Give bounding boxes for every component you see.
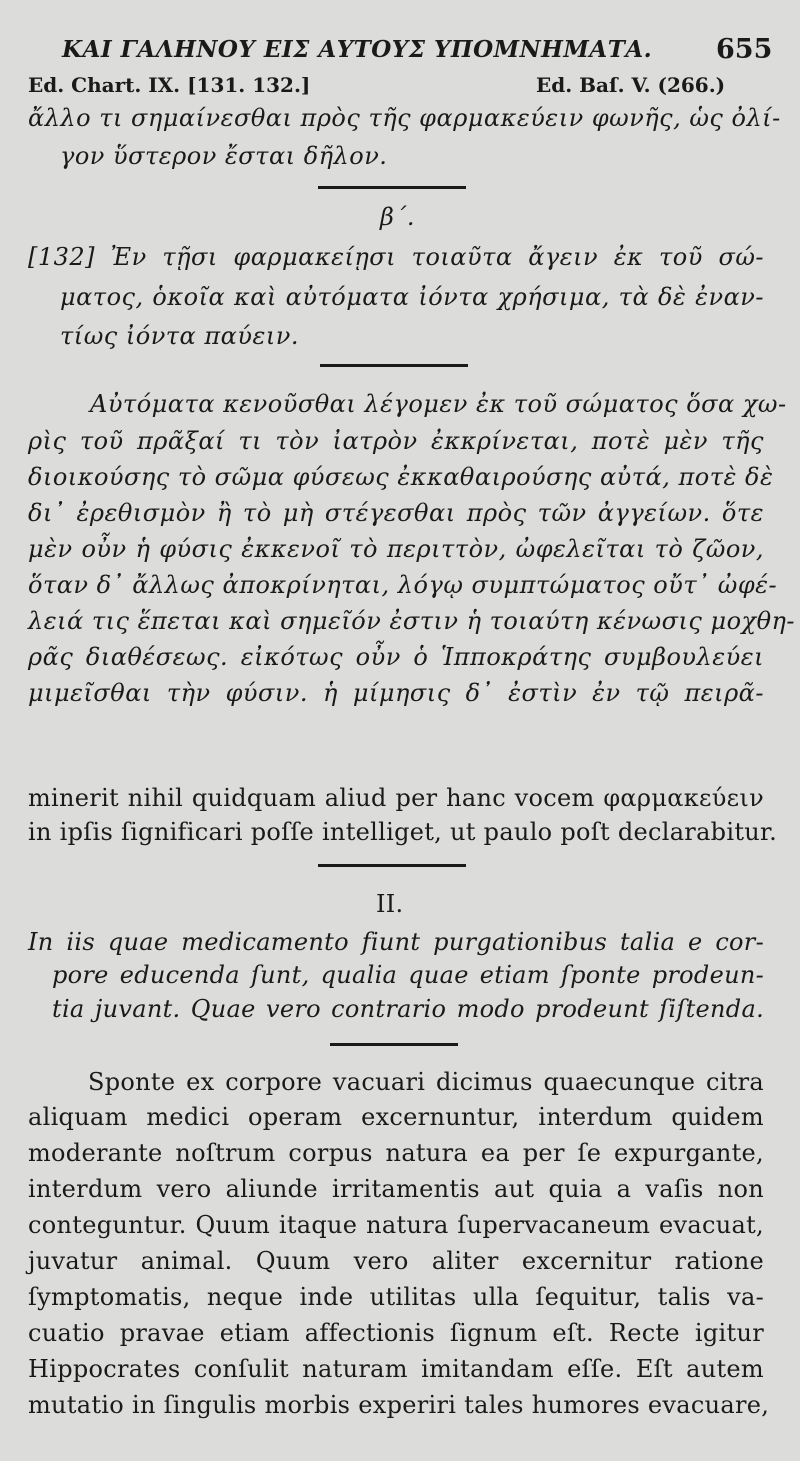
latin-aphorism-line: tia juvant. Quae vero contrario modo prodeunt ſiſtenda.	[52, 995, 764, 1023]
edition-reference-right: Ed. Baſ. V. (266.)	[536, 73, 726, 97]
latin-commentary-line: juvatur animal. Quum vero aliter excernitur ratione	[28, 1247, 764, 1275]
greek-commentary-line: μὲν οὖν ἡ φύσις ἐκκενοῖ τὸ περιττὸν, ὠφελεῖται τὸ ζῶον,	[28, 535, 764, 563]
greek-commentary-line: ὅταν δ᾿ ἄλλως ἀποκρίνηται, λόγῳ συμπτώματος οὔτ᾿ ὠφέ-	[28, 571, 778, 599]
latin-commentary-line: moderante noſtrum corpus natura ea per ſe expurgante,	[28, 1139, 764, 1167]
greek-aphorism-line: τίως ἰόντα παύειν.	[60, 322, 299, 350]
latin-aphorism-line: pore educenda ſunt, qualia quae etiam ſponte prodeun-	[52, 961, 764, 989]
greek-commentary-line: δι᾿ ἐρεθισμὸν ἢ τὸ μὴ στέγεσθαι πρὸς τῶν ἀγγείων. ὅτε	[28, 499, 764, 527]
greek-continuation-line: ἄλλο τι σημαίνεσθαι πρὸς τῆς φαρμακεύειν φωνῆς, ὡς ὀλί-	[28, 104, 781, 132]
greek-aphorism-line: ματος, ὁκοῖα καὶ αὐτόματα ἰόντα χρήσιμα, τὰ δὲ ἐναν-	[60, 283, 764, 311]
section-divider	[318, 186, 466, 189]
latin-continuation-line: in ipſis ſignificari poſſe intelliget, ut paulo poſt declarabitur.	[28, 818, 778, 846]
latin-aphorism-line: In iis quae medicamento fiunt purgationibus talia e cor-	[28, 928, 764, 956]
latin-commentary-line: Hippocrates conſulit naturam imitandam eſſe. Eſt autem	[28, 1355, 764, 1383]
section-divider	[320, 364, 468, 367]
edition-reference-left: Ed. Chart. IX. [131. 132.]	[28, 73, 311, 97]
greek-aphorism-line: [132] Ἐν τῇσι φαρμακείῃσι τοιαῦτα ἄγειν ἐκ τοῦ σώ-	[28, 243, 764, 271]
latin-commentary-line: interdum vero aliunde irritamentis aut quia a vaſis non	[28, 1175, 764, 1203]
greek-commentary-line: μιμεῖσθαι τὴν φύσιν. ἡ μίμησις δ᾿ ἐστὶν ἐν τῷ πειρᾶ-	[28, 679, 764, 707]
latin-commentary-line: aliquam medici operam excernuntur, interdum quidem	[28, 1103, 764, 1131]
latin-commentary-line: Sponte ex corpore vacuari dicimus quaecunque citra	[88, 1068, 764, 1096]
latin-section-number: II.	[376, 890, 404, 918]
greek-commentary-line: Αὐτόματα κενοῦσθαι λέγομεν ἐκ τοῦ σώματος ὅσα χω-	[90, 390, 787, 418]
greek-commentary-line: λειά τις ἕπεται καὶ σημεῖόν ἐστιν ἡ τοιαύτη κένωσις μοχθη-	[28, 607, 796, 635]
section-divider	[318, 864, 466, 867]
latin-commentary-line: mutatio in ſingulis morbis experiri tales humores evacuare,	[28, 1391, 770, 1419]
latin-commentary-line: ſymptomatis, neque inde utilitas ulla ſequitur, talis va-	[28, 1283, 764, 1311]
greek-commentary-line: διοικούσης τὸ σῶμα φύσεως ἐκκαθαιρούσης αὐτά, ποτὲ δὲ	[28, 463, 774, 491]
latin-continuation-line: minerit nihil quidquam aliud per hanc vocem φαρμακεύειν	[28, 784, 764, 812]
greek-continuation-line: γον ὕστερον ἔσται δῆλον.	[60, 142, 388, 170]
greek-commentary-line: ρὶς τοῦ πρᾶξαί τι τὸν ἰατρὸν ἐκκρίνεται, ποτὲ μὲν τῆς	[28, 427, 764, 455]
page-number: 655	[716, 34, 773, 65]
greek-section-number: β΄.	[380, 203, 416, 231]
latin-commentary-line: cuatio pravae etiam affectionis ſignum eſt. Recte igitur	[28, 1319, 764, 1347]
greek-commentary-line: ρᾶς διαθέσεως. εἰκότως οὖν ὁ Ἱπποκράτης συμβουλεύει	[28, 643, 764, 671]
latin-commentary-line: conteguntur. Quum itaque natura ſupervacaneum evacuat,	[28, 1211, 764, 1239]
running-title: ΚΑΙ ΓΑΛΗΝΟΥ ΕΙΣ ΑΥΤΟΥΣ ΥΠΟΜΝΗΜΑΤΑ.	[62, 36, 653, 63]
section-divider	[330, 1043, 458, 1046]
